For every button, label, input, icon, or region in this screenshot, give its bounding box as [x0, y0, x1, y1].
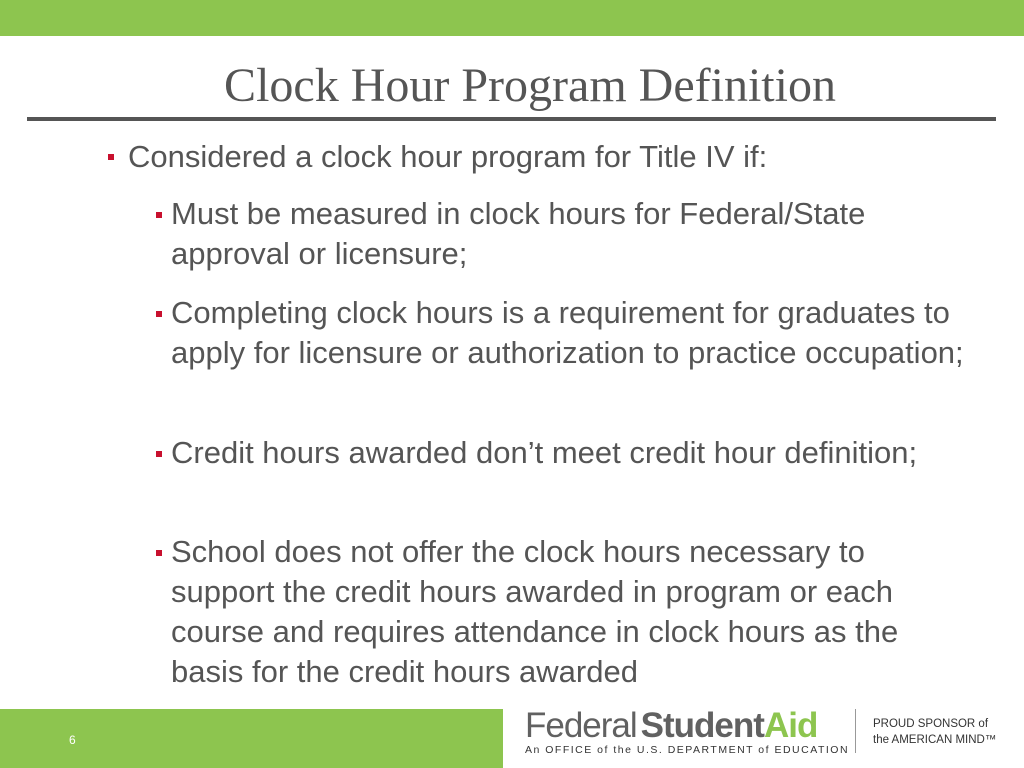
sub-bullet-text: Completing clock hours is a requirement for graduates to apply for licensure or authorization to practice occupation;	[171, 295, 964, 370]
sub-bullet-4	[171, 532, 971, 692]
bullet-square-icon	[156, 311, 162, 317]
top-accent-bar	[0, 0, 1024, 36]
sub-bullet-2	[171, 293, 971, 373]
sub-bullet-text: Credit hours awarded don’t meet credit hour definition;	[171, 435, 918, 470]
footer-divider	[855, 709, 856, 753]
sub-bullet-3	[171, 433, 971, 473]
sponsor-line-1: PROUD SPONSOR of	[873, 718, 989, 730]
federal-student-aid-logo	[525, 706, 850, 760]
logo-student: Student	[640, 706, 764, 745]
sub-bullet-text: Must be measured in clock hours for Federal/State approval or licensure;	[171, 196, 866, 271]
logo-aid: Aid	[763, 706, 818, 745]
sub-bullet-text: School does not offer the clock hours necessary to support the credit hours awarded in program or each course and requires attendance in clock hours as the basis for the credit hours awarded	[171, 534, 899, 689]
title-divider	[27, 117, 996, 121]
logo-federal: Federal	[525, 706, 637, 745]
bullet-square-icon	[108, 154, 114, 160]
sponsor-text	[873, 716, 996, 748]
page-number: 6	[69, 733, 76, 747]
slide-title: Clock Hour Program Definition	[224, 59, 836, 112]
bullet-main-text: Considered a clock hour program for Title IV if:	[128, 139, 768, 174]
bullet-square-icon	[156, 212, 162, 218]
bullet-main	[128, 137, 988, 177]
logo-tagline: An OFFICE of the U.S. DEPARTMENT of EDUCATION	[525, 744, 850, 756]
bullet-square-icon	[156, 451, 162, 457]
sponsor-line-2: the AMERICAN MIND™	[873, 734, 997, 746]
bullet-square-icon	[156, 550, 162, 556]
logo-wordmark	[525, 706, 817, 746]
sub-bullet-1	[171, 194, 971, 274]
